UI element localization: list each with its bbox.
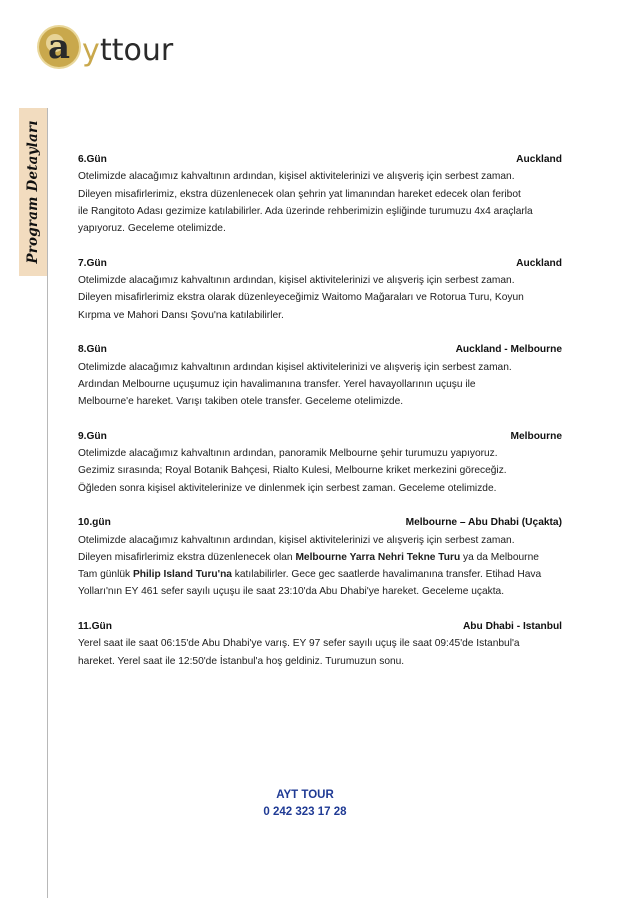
phone-number: 0 242 323 17 28 <box>263 806 347 818</box>
day-line: ile Rangitoto Adası gezimize katılabilirler. Ada üzerinde rehberimizin eşliğinde turumuzu 4x4 araçlarla <box>78 205 533 217</box>
day-line: Gezimiz sırasında; Royal Botanik Bahçesi, Rialto Kulesi, Melbourne kriket merkezini göreceğiz. <box>78 465 507 477</box>
day-line: Otelimizde alacağımız kahvaltının ardından, kişisel aktivitelerinizi ve alışveriş için serbest zaman. <box>78 275 515 287</box>
day-line: yapıyoruz. Geceleme otelimizde. <box>78 223 226 235</box>
day-header <box>78 255 562 272</box>
day-line <box>78 549 562 566</box>
day-block-6 <box>78 151 562 237</box>
day-block-10 <box>78 514 562 600</box>
day-block-8 <box>78 341 562 410</box>
day-number: 8.Gün <box>78 344 107 356</box>
day-description <box>78 168 562 237</box>
day-block-7 <box>78 255 562 324</box>
day-description <box>78 532 562 601</box>
day-header <box>78 514 562 531</box>
day-block-9 <box>78 428 562 497</box>
day-line: Öğleden sonra kişisel aktivitelerinize ve dinlenmek için serbest zaman. Geceleme otelimizde. <box>78 482 497 494</box>
logo-mark <box>32 20 192 78</box>
day-line: Dileyen misafirlerimiz, ekstra düzenlenecek olan şehrin yat limanından hareket edecek olan feribot <box>78 188 521 200</box>
company-logo <box>32 20 192 78</box>
day-header <box>78 428 562 445</box>
day-line: Otelimizde alacağımız kahvaltının ardından kişisel aktivitelerinizi ve alışveriş için serbest zaman. <box>78 361 512 373</box>
program-details-tab <box>19 108 47 276</box>
day-number: 11.Gün <box>78 621 112 633</box>
day-line <box>78 566 562 583</box>
contact-footer <box>0 787 610 821</box>
svg-text:a: a <box>47 27 71 67</box>
day-number: 9.Gün <box>78 430 107 442</box>
day-text: Dileyen misafirlerimiz ekstra düzenlenecek olan <box>78 551 296 563</box>
day-header <box>78 618 562 635</box>
day-number: 10.gün <box>78 517 111 529</box>
day-number: 7.Gün <box>78 257 107 269</box>
day-number: 6.Gün <box>78 154 107 165</box>
day-line: Melbourne'e hareket. Varışı takiben otele transfer. Geceleme otelimizde. <box>78 396 404 408</box>
day-location: Melbourne – Abu Dhabi (Uçakta) <box>405 517 562 529</box>
day-location: Auckland <box>516 257 562 269</box>
day-line: Ardından Melbourne uçuşumuz için havalimanına transfer. Yerel havayollarının uçuşu ile <box>78 378 476 390</box>
day-line: Otelimizde alacağımız kahvaltının ardından, kişisel aktivitelerinizi ve alışveriş için serbest zaman. <box>78 534 515 546</box>
day-line: Yerel saat ile saat 06:15'de Abu Dhabi'ye varış. EY 97 sefer sayılı uçuş ile saat 09:45'de Istanbul'a <box>78 638 520 650</box>
company-name: AYT TOUR <box>276 789 334 801</box>
day-description <box>78 635 562 670</box>
day-header <box>78 341 562 358</box>
day-location: Abu Dhabi - Istanbul <box>462 621 562 633</box>
day-line: Yolları'nın EY 461 sefer sayılı uçuşu ile saat 23:10'da Abu Dhabi'ye hareket. Geceleme uçakta. <box>78 586 505 598</box>
tour-highlight: Philip Island Turu'na <box>132 569 232 581</box>
day-header <box>78 151 562 168</box>
svg-text:ttour: ttour <box>100 33 174 68</box>
day-text: ya da Melbourne <box>460 551 539 563</box>
day-location: Auckland <box>516 154 562 165</box>
day-description <box>78 272 562 324</box>
itinerary <box>78 151 562 687</box>
day-line: Otelimizde alacağımız kahvaltının ardından, panoramik Melbourne şehir turumuzu yapıyoruz. <box>78 448 498 460</box>
day-location: Auckland - Melbourne <box>455 344 562 356</box>
day-block-11 <box>78 618 562 670</box>
day-text: Tam günlük <box>78 569 133 581</box>
day-location: Melbourne <box>510 430 562 442</box>
day-text: katılabilirler. Gece gec saatlerde havalimanına transfer. Etihad Hava <box>231 569 542 581</box>
day-line: Otelimizde alacağımız kahvaltının ardından, kişisel aktivitelerinizi ve alışveriş için serbest zaman. <box>78 171 515 183</box>
svg-text:y: y <box>82 33 100 68</box>
side-divider <box>47 108 48 898</box>
program-details-label: Program Detayları <box>25 120 41 264</box>
day-description <box>78 445 562 497</box>
day-line: Kırpma ve Mahori Dansı Şovu'na katılabilirler. <box>78 309 284 321</box>
day-description <box>78 359 562 411</box>
tour-highlight: Melbourne Yarra Nehri Tekne Turu <box>295 551 461 563</box>
day-line: Dileyen misafirlerimiz ekstra olarak düzenleyeceğimiz Waitomo Mağaraları ve Rotorua Turu, Koyun <box>78 292 524 304</box>
day-line: hareket. Yerel saat ile 12:50'de İstanbul'a hoş geldiniz. Turumuzun sonu. <box>78 655 405 667</box>
